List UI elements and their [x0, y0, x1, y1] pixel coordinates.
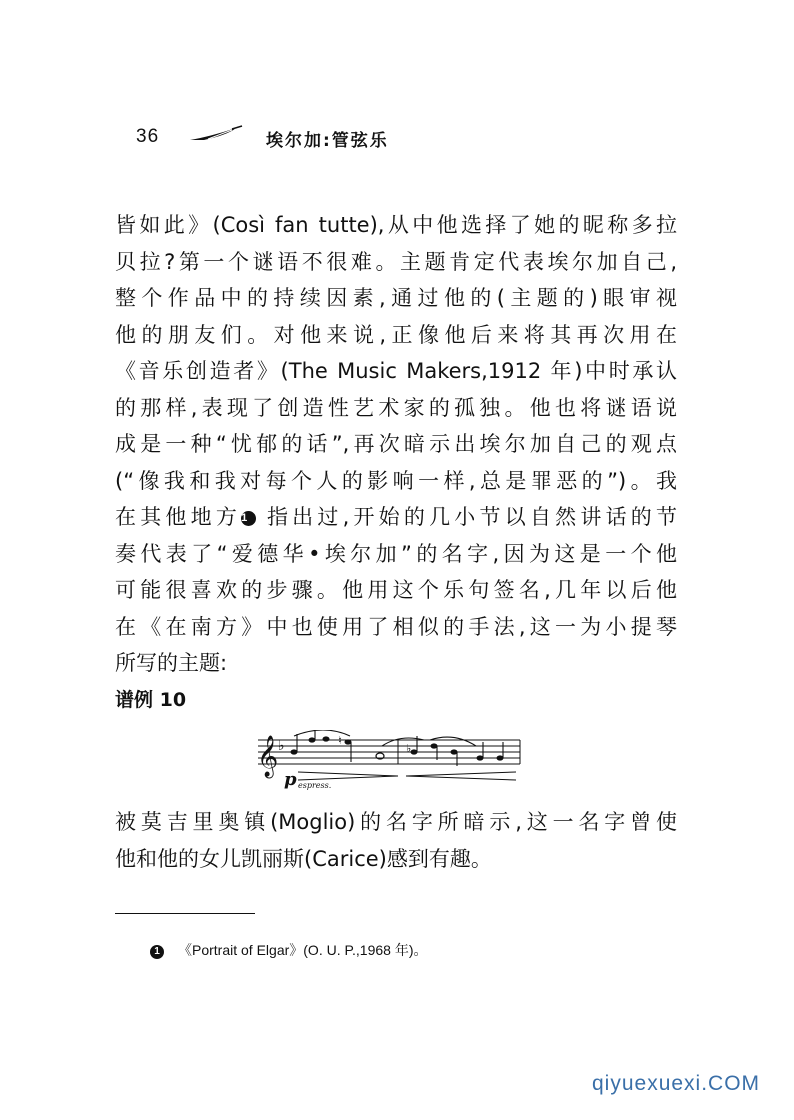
text-line: 的那样,表现了创造性艺术家的孤独。他也将谜语说 — [115, 395, 677, 420]
text-line-with-footnote — [115, 499, 677, 536]
text-segment: 指出过,开始的几小节以自然讲话的节 — [256, 505, 677, 529]
text-line: (“像我和我对每个人的影响一样,总是罪恶的”)。我 — [115, 468, 677, 493]
footnote-marker: 1 — [150, 945, 164, 959]
text-line: 奏代表了“爱德华•埃尔加”的名字,因为这是一个他 — [115, 541, 677, 566]
text-line: 《音乐创造者》(The Music Makers,1912 年)中时承认 — [115, 359, 677, 383]
text-line: 贝拉?第一个谜语不很难。主题肯定代表埃尔加自己, — [115, 249, 677, 274]
text-line: 所写的主题: — [115, 651, 228, 675]
text-line: 皆如此》(Così fan tutte),从中他选择了她的昵称多拉 — [115, 213, 677, 237]
site-watermark: qiyuexuexi.COM — [592, 1072, 761, 1095]
text-line: 成是一种“忧郁的话”,再次暗示出埃尔加自己的观点 — [115, 432, 677, 456]
footnote — [150, 940, 428, 960]
running-title: 埃尔加:管弦乐 — [266, 131, 389, 151]
svg-text:𝄞: 𝄞 — [257, 736, 279, 777]
text-line: 可能很喜欢的步骤。他用这个乐句签名,几年以后他 — [115, 578, 677, 602]
music-notation-example — [254, 730, 526, 790]
music-example-label: 谱例 10 — [115, 689, 187, 711]
body-paragraph — [115, 207, 677, 682]
svg-text:♮: ♮ — [338, 734, 342, 747]
svg-text:♭: ♭ — [406, 742, 412, 755]
text-line: 整个作品中的持续因素,通过他的(主题的)眼审视 — [115, 286, 677, 310]
dynamic-marking: p — [284, 769, 297, 790]
text-line: 他的朋友们。对他来说,正像他后来将其再次用在 — [115, 322, 677, 347]
text-segment: 在其他地方 — [115, 505, 242, 529]
continuation-paragraph — [115, 804, 677, 877]
footnote-text: 《Portrait of Elgar》(O. U. P.,1968 年)。 — [178, 942, 428, 958]
text-line: 在《在南方》中也使用了相似的手法,这一为小提琴 — [115, 614, 677, 639]
quill-ornament-icon — [188, 124, 244, 146]
text-line: 被莫吉里奥镇(Moglio)的名字所暗示,这一名字曾使 — [115, 810, 677, 834]
text-line: 他和他的女儿凯丽斯(Carice)感到有趣。 — [115, 846, 492, 871]
page-number: 36 — [136, 126, 160, 147]
expression-marking: espress. — [298, 781, 332, 790]
footnote-reference[interactable]: 1 — [241, 511, 256, 526]
page-header — [136, 122, 556, 152]
footnote-divider — [115, 913, 255, 914]
svg-text:♭: ♭ — [278, 738, 285, 754]
